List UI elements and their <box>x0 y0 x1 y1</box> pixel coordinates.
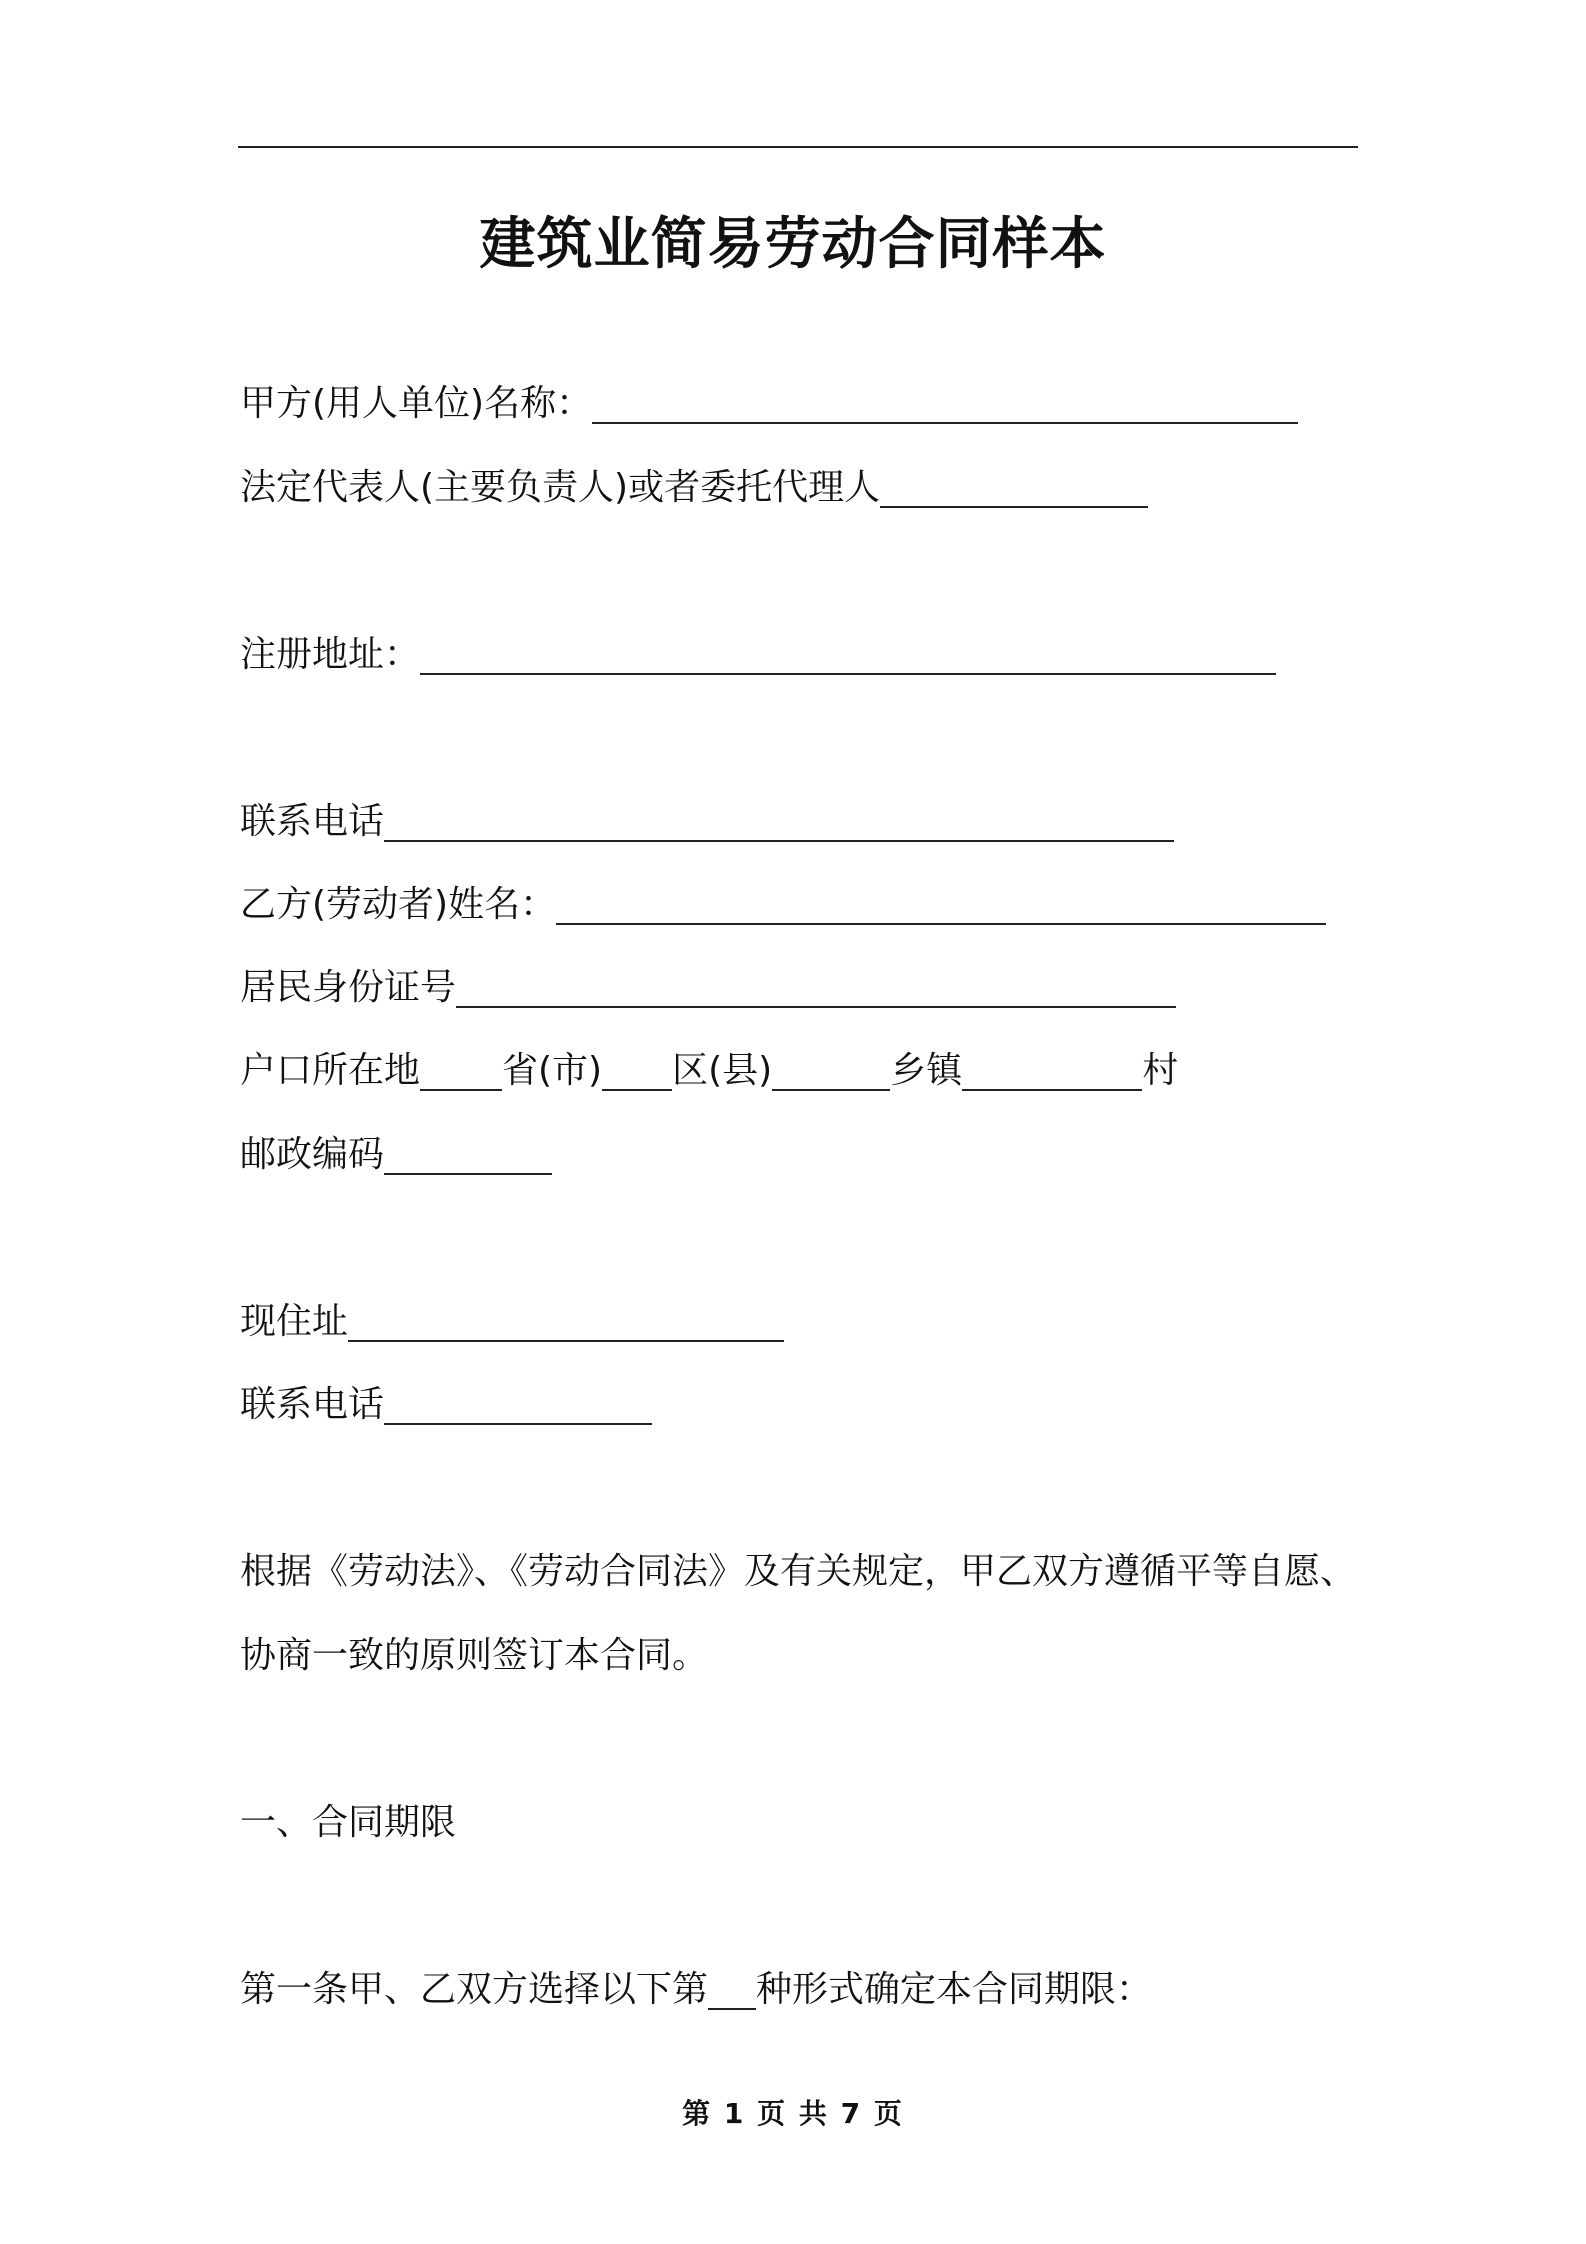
id-number-label: 居民身份证号 <box>240 967 457 1008</box>
current-address-row <box>240 1298 784 1346</box>
article-1-option-field[interactable] <box>708 1972 756 2010</box>
current-address-field[interactable] <box>348 1304 784 1342</box>
hukou-town-field[interactable] <box>772 1053 890 1091</box>
hukou-label: 户口所在地 <box>240 1050 421 1091</box>
document-title: 建筑业简易劳动合同样本 <box>479 212 1107 277</box>
intro-paragraph-line-2: 协商一致的原则签订本合同。 <box>240 1635 709 1676</box>
hukou-village-field[interactable] <box>962 1053 1142 1091</box>
legal-rep-label: 法定代表人(主要负责人)或者委托代理人 <box>240 467 881 508</box>
postal-code-field[interactable] <box>384 1137 552 1175</box>
party-a-phone-field[interactable] <box>384 804 1174 842</box>
party-b-phone-label: 联系电话 <box>240 1384 385 1425</box>
hukou-village-label: 村 <box>1142 1050 1179 1091</box>
id-number-row <box>240 964 1176 1012</box>
id-number-field[interactable] <box>456 970 1176 1008</box>
party-a-phone-row <box>240 798 1174 846</box>
registered-address-label: 注册地址： <box>240 634 421 675</box>
article-1-row <box>240 1966 1152 2014</box>
hukou-province-field[interactable] <box>420 1053 502 1091</box>
article-1-prefix: 第一条甲、乙双方选择以下第 <box>240 1969 709 2010</box>
hukou-province-label: 省(市) <box>502 1050 603 1091</box>
legal-rep-row <box>240 464 1148 512</box>
legal-rep-field[interactable] <box>880 470 1148 508</box>
hukou-district-label: 区(县) <box>672 1050 773 1091</box>
header-rule <box>238 146 1358 148</box>
party-b-phone-row <box>240 1381 652 1429</box>
current-address-label: 现住址 <box>240 1301 349 1342</box>
party-b-phone-field[interactable] <box>384 1387 652 1425</box>
postal-code-row <box>240 1131 552 1179</box>
party-a-name-field[interactable] <box>592 386 1298 424</box>
party-a-phone-label: 联系电话 <box>240 801 385 842</box>
party-b-name-field[interactable] <box>556 887 1326 925</box>
registered-address-field[interactable] <box>420 637 1276 675</box>
party-b-name-label: 乙方(劳动者)姓名： <box>240 884 557 925</box>
section-1-heading: 一、合同期限 <box>240 1802 457 1843</box>
hukou-row <box>240 1047 1178 1095</box>
party-b-name-row <box>240 881 1326 929</box>
hukou-district-field[interactable] <box>602 1053 672 1091</box>
party-a-name-row <box>240 380 1298 428</box>
article-1-suffix: 种形式确定本合同期限： <box>756 1969 1153 2010</box>
hukou-town-label: 乡镇 <box>890 1050 963 1091</box>
party-a-name-label: 甲方(用人单位)名称： <box>240 383 593 424</box>
intro-paragraph-line-1: 根据《劳动法》、《劳动合同法》及有关规定，甲乙双方遵循平等自愿、 <box>240 1551 1357 1592</box>
postal-code-label: 邮政编码 <box>240 1134 385 1175</box>
registered-address-row <box>240 631 1276 679</box>
page-footer: 第 1 页 共 7 页 <box>682 2097 904 2130</box>
